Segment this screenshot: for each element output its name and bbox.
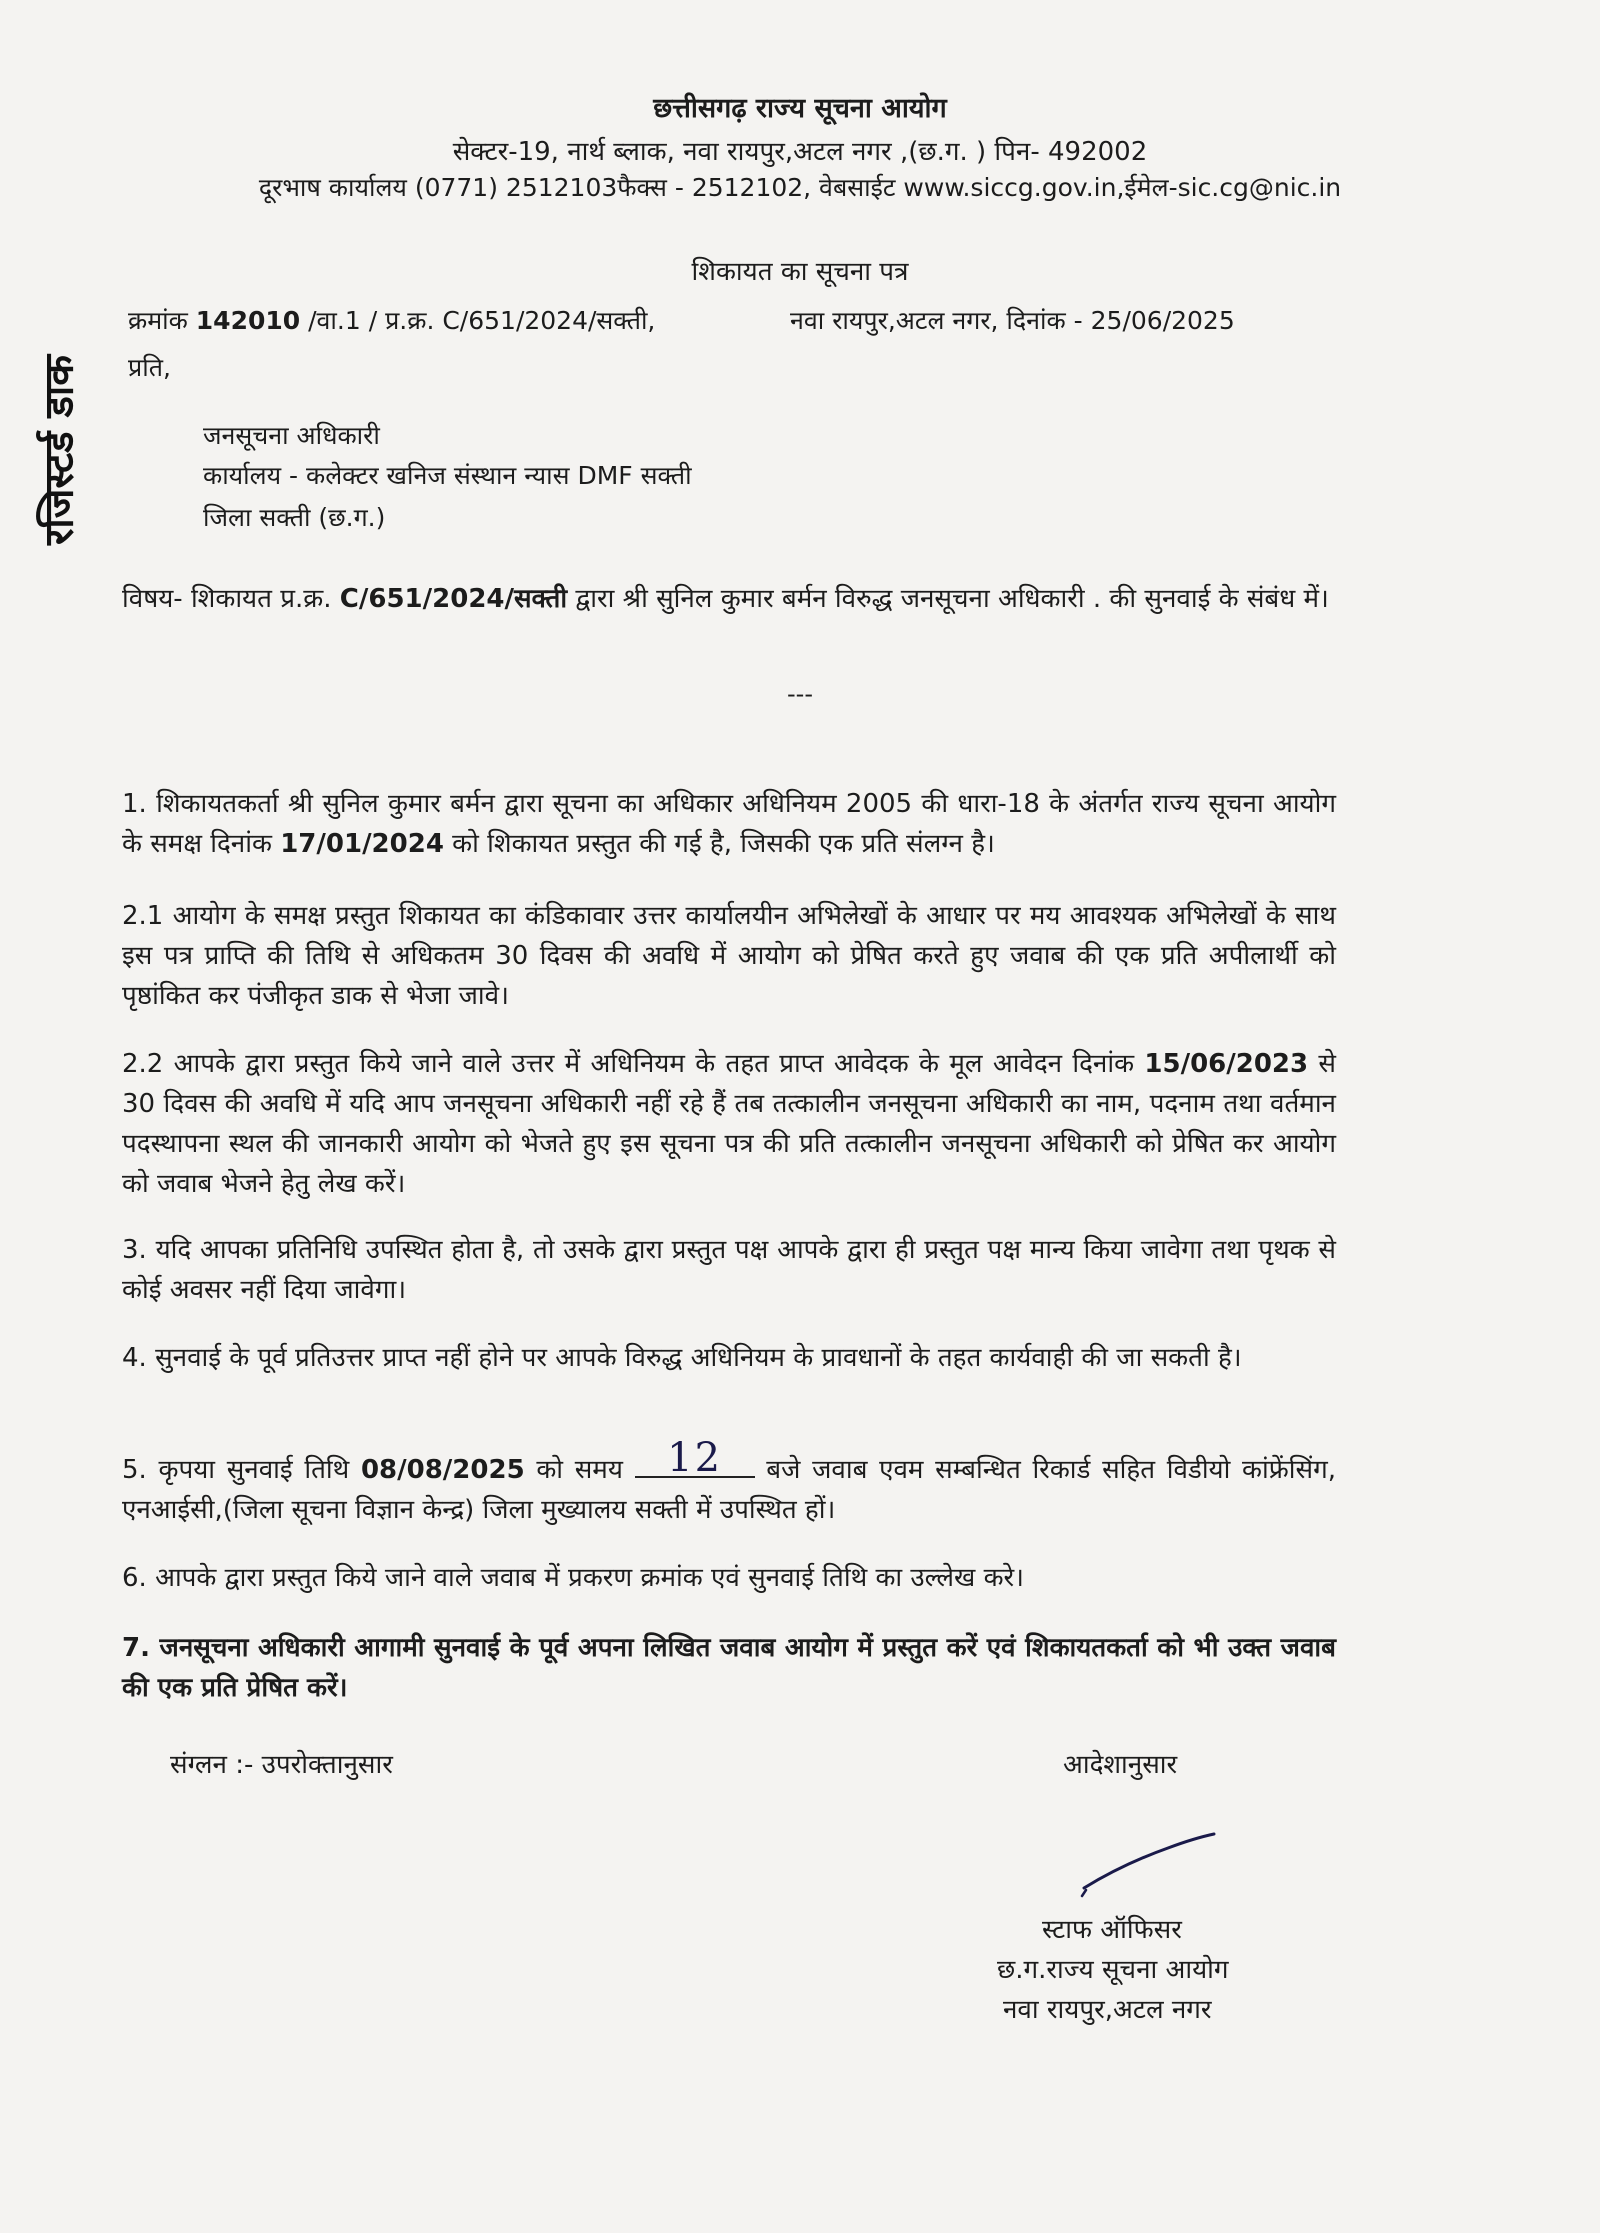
hearing-time-blank bbox=[635, 1435, 755, 1481]
paragraph-5-text-c: बजे जवाब एवम सम्बन्धित रिकार्ड सहित विडीयो कांफ्रेंसिंग, एनआईसी,(जिला सूचना विज्ञान केन्द्र) जिला मुख्यालय सक्ती में उपस्थित हों। bbox=[122, 1455, 1337, 1525]
paragraph-6: 6. आपके द्वारा प्रस्तुत किये जाने वाले जवाब में प्रकरण क्रमांक एवं सुनवाई तिथि का उल्लेख करे। bbox=[122, 1563, 1025, 1593]
paragraph-1 bbox=[122, 784, 1336, 864]
by-order-label: आदेशानुसार bbox=[1063, 1750, 1178, 1780]
paragraph-1-text-a: 1. शिकायतकर्ता श्री सुनिल कुमार बर्मन द्वारा सूचना का अधिकार अधिनियम 2005 की धारा-18 के अंतर्गत राज्य सूचना आयोग के समक्ष दिनांक bbox=[122, 789, 1336, 859]
paragraph-5 bbox=[122, 1435, 1337, 1530]
signatory-organization: छ.ग.राज्य सूचना आयोग bbox=[997, 1955, 1229, 1985]
document-title: शिकायत का सूचना पत्र bbox=[691, 257, 909, 287]
subject-prefix: विषय- शिकायत प्र.क्र. bbox=[122, 584, 332, 614]
recipient-line-2: कार्यालय - कलेक्टर खनिज संस्थान न्यास DMF सक्ती bbox=[203, 461, 692, 490]
subject-case-number: C/651/2024/सक्ती bbox=[339, 584, 568, 614]
officer-signature bbox=[1080, 1820, 1220, 1900]
signatory-designation: स्टाफ ऑफिसर bbox=[1042, 1915, 1182, 1945]
organization-contact: दूरभाष कार्यालय (0771) 2512103फैक्स - 2512102, वेबसाईट www.siccg.gov.in,ईमेल-sic.cg@nic.in bbox=[258, 173, 1342, 202]
paragraph-7: 7. जनसूचना अधिकारी आगामी सुनवाई के पूर्व अपना लिखित जवाब आयोग में प्रस्तुत करें एवं शिकायतकर्ता को भी उक्त जवाब की एक प्रति प्रेषित करें। bbox=[122, 1633, 1336, 1703]
paragraph-2-2-text-a: 2.2 आपके द्वारा प्रस्तुत किये जाने वाले उत्तर में अधिनियम के तहत प्राप्त आवेदक के मूल आवेदन दिनांक bbox=[122, 1049, 1145, 1079]
section-divider: --- bbox=[787, 680, 813, 708]
recipient-line-1: जनसूचना अधिकारी bbox=[203, 421, 380, 450]
reference-number: 142010 bbox=[195, 306, 301, 335]
organization-name: छत्तीसगढ़ राज्य सूचना आयोग bbox=[653, 93, 947, 124]
paragraph-2-2 bbox=[122, 1044, 1336, 1204]
application-date: 15/06/2023 bbox=[1144, 1049, 1309, 1079]
place-and-date: नवा रायपुर,अटल नगर, दिनांक - 25/06/2025 bbox=[790, 306, 1235, 335]
paragraph-3: 3. यदि आपका प्रतिनिधि उपस्थित होता है, तो उसके द्वारा प्रस्तुत पक्ष आपके द्वारा ही प्रस्तुत पक्ष मान्य किया जावेगा तथा पृथक से कोई अवसर नहीं दिया जावेगा। bbox=[122, 1235, 1336, 1305]
paragraph-1-text-b: को शिकायत प्रस्तुत की गई है, जिसकी एक प्रति संलग्न है। bbox=[443, 829, 995, 859]
reference-line bbox=[128, 303, 655, 337]
to-label: प्रति, bbox=[128, 353, 171, 382]
paragraph-2-1: 2.1 आयोग के समक्ष प्रस्तुत शिकायत का कंडिकावार उत्तर कार्यालयीन अभिलेखों के आधार पर मय आवश्यक अभिलेखों के साथ इस पत्र प्राप्ति की तिथि से अधिकतम 30 दिवस की अवधि में आयोग को प्रेषित करते हुए जवाब की एक प्रति अपीलार्थी को पृष्ठांकित कर पंजीकृत डाक से भेजा जावे। bbox=[122, 901, 1336, 1011]
enclosure-note: संग्लन :- उपरोक्तानुसार bbox=[170, 1750, 393, 1780]
paragraph-2-2-text-b: से 30 दिवस की अवधि में यदि आप जनसूचना अधिकारी नहीं रहे हैं तब तत्कालीन जनसूचना अधिकारी का नाम, पदनाम तथा वर्तमान पदस्थापना स्थल की जानकारी आयोग को भेजते हुए इस सूचना पत्र की प्रति तत्कालीन जनसूचना अधिकारी को प्रेषित कर आयोग को जवाब भेजने हेतु लेख करें। bbox=[122, 1049, 1336, 1199]
organization-address: सेक्टर-19, नार्थ ब्लाक, नवा रायपुर,अटल नगर ,(छ.ग. ) पिन- 492002 bbox=[452, 137, 1148, 167]
stamp-text: रजिस्टर्ड डाक bbox=[36, 355, 83, 545]
recipient-line-3: जिला सक्ती (छ.ग.) bbox=[203, 503, 386, 532]
paragraph-5-text-b: को समय bbox=[524, 1455, 635, 1485]
hearing-date: 08/08/2025 bbox=[360, 1455, 525, 1485]
subject-rest: द्वारा श्री सुनिल कुमार बर्मन विरुद्ध जनसूचना अधिकारी . की सुनवाई के संबंध में। bbox=[567, 584, 1329, 614]
hearing-time-handwritten: 12 bbox=[667, 1435, 723, 1481]
subject-line bbox=[122, 578, 1338, 620]
reference-rest: /वा.1 / प्र.क्र. C/651/2024/सक्ती, bbox=[308, 306, 656, 335]
paragraph-5-text-a: 5. कृपया सुनवाई तिथि bbox=[122, 1455, 361, 1485]
reference-label: क्रमांक bbox=[128, 306, 188, 335]
complaint-date: 17/01/2024 bbox=[280, 829, 444, 859]
signatory-location: नवा रायपुर,अटल नगर bbox=[1003, 1995, 1212, 2025]
registered-post-stamp bbox=[26, 318, 88, 582]
paragraph-4: 4. सुनवाई के पूर्व प्रतिउत्तर प्राप्त नहीं होने पर आपके विरुद्ध अधिनियम के प्रावधानों के तहत कार्यवाही की जा सकती है। bbox=[122, 1343, 1242, 1373]
